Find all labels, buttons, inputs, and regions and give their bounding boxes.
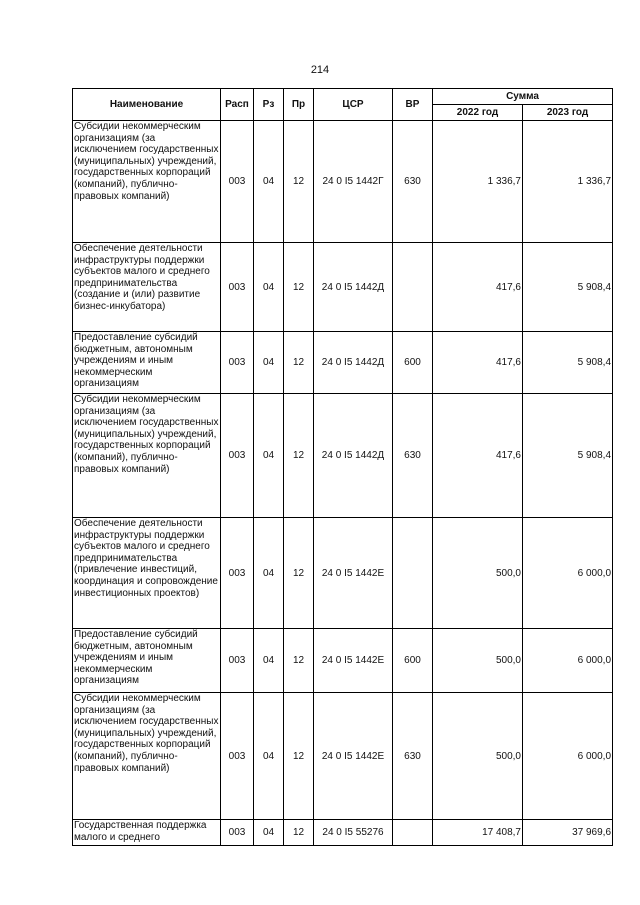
row-pr: 12	[284, 820, 314, 846]
row-vr	[393, 518, 433, 629]
row-name: Обеспечение деятельности инфраструктуры поддержки субъектов малого и среднего предпринимательства (привлечение инвестиций, координация и сопровождение инвестиционных проектов)	[73, 518, 221, 629]
table-row	[73, 629, 613, 693]
row-pr: 12	[284, 394, 314, 518]
row-sum-2022: 17 408,7	[433, 820, 523, 846]
row-csr: 24 0 I5 1442Д	[314, 394, 393, 518]
row-csr: 24 0 I5 1442Е	[314, 693, 393, 820]
header-pr: Пр	[284, 89, 314, 121]
row-vr: 600	[393, 332, 433, 394]
table-row	[73, 693, 613, 820]
row-pr: 12	[284, 121, 314, 243]
row-pr: 12	[284, 332, 314, 394]
row-pr: 12	[284, 693, 314, 820]
row-csr: 24 0 I5 1442Е	[314, 518, 393, 629]
table-row	[73, 820, 613, 846]
row-sum-2022: 1 336,7	[433, 121, 523, 243]
row-csr: 24 0 I5 55276	[314, 820, 393, 846]
row-csr: 24 0 I5 1442Е	[314, 629, 393, 693]
row-rasp: 003	[221, 820, 254, 846]
row-sum-2022: 417,6	[433, 243, 523, 332]
row-rz: 04	[254, 121, 284, 243]
row-sum-2023: 5 908,4	[523, 243, 613, 332]
row-rz: 04	[254, 693, 284, 820]
row-rasp: 003	[221, 332, 254, 394]
table-row	[73, 332, 613, 394]
row-csr: 24 0 I5 1442Д	[314, 332, 393, 394]
row-rasp: 003	[221, 121, 254, 243]
row-rasp: 003	[221, 394, 254, 518]
header-csr: ЦСР	[314, 89, 393, 121]
row-rasp: 003	[221, 629, 254, 693]
page-number: 214	[310, 64, 330, 76]
row-name: Обеспечение деятельности инфраструктуры поддержки субъектов малого и среднего предпринимательства (создание и (или) развитие бизнес-инкубатора)	[73, 243, 221, 332]
row-csr: 24 0 I5 1442Г	[314, 121, 393, 243]
row-sum-2022: 417,6	[433, 394, 523, 518]
header-rz: Рз	[254, 89, 284, 121]
budget-table	[72, 88, 613, 846]
row-sum-2023: 6 000,0	[523, 518, 613, 629]
row-rz: 04	[254, 518, 284, 629]
row-sum-2022: 500,0	[433, 518, 523, 629]
row-sum-2023: 5 908,4	[523, 332, 613, 394]
row-vr	[393, 820, 433, 846]
row-vr	[393, 243, 433, 332]
row-rasp: 003	[221, 693, 254, 820]
row-pr: 12	[284, 518, 314, 629]
row-sum-2023: 5 908,4	[523, 394, 613, 518]
row-rz: 04	[254, 332, 284, 394]
header-name: Наименование	[73, 89, 221, 121]
row-sum-2022: 500,0	[433, 629, 523, 693]
row-sum-2023: 1 336,7	[523, 121, 613, 243]
row-name: Государственная поддержка малого и среднего	[73, 820, 221, 846]
row-vr: 630	[393, 121, 433, 243]
table-row	[73, 243, 613, 332]
row-rz: 04	[254, 394, 284, 518]
row-pr: 12	[284, 243, 314, 332]
row-vr: 630	[393, 693, 433, 820]
row-rz: 04	[254, 820, 284, 846]
row-vr: 600	[393, 629, 433, 693]
row-sum-2022: 417,6	[433, 332, 523, 394]
row-name: Субсидии некоммерческим организациям (за исключением государственных (муниципальных) учреждений, государственных корпораций (компаний), публично-правовых компаний)	[73, 693, 221, 820]
row-name: Субсидии некоммерческим организациям (за исключением государственных (муниципальных) учреждений, государственных корпораций (компаний), публично-правовых компаний)	[73, 121, 221, 243]
row-rz: 04	[254, 243, 284, 332]
row-rasp: 003	[221, 518, 254, 629]
row-vr: 630	[393, 394, 433, 518]
table-row	[73, 394, 613, 518]
row-name: Предоставление субсидий бюджетным, автономным учреждениям и иным некоммерческим организациям	[73, 629, 221, 693]
row-sum-2022: 500,0	[433, 693, 523, 820]
header-vr: ВР	[393, 89, 433, 121]
header-year-2023: 2023 год	[523, 105, 613, 121]
table-row	[73, 518, 613, 629]
header-sum: Сумма	[433, 89, 613, 105]
row-csr: 24 0 I5 1442Д	[314, 243, 393, 332]
row-sum-2023: 6 000,0	[523, 693, 613, 820]
row-pr: 12	[284, 629, 314, 693]
row-sum-2023: 6 000,0	[523, 629, 613, 693]
header-year-2022: 2022 год	[433, 105, 523, 121]
row-rasp: 003	[221, 243, 254, 332]
row-rz: 04	[254, 629, 284, 693]
row-sum-2023: 37 969,6	[523, 820, 613, 846]
row-name: Предоставление субсидий бюджетным, автономным учреждениям и иным некоммерческим организациям	[73, 332, 221, 394]
header-rasp: Расп	[221, 89, 254, 121]
table-row	[73, 121, 613, 243]
row-name: Субсидии некоммерческим организациям (за исключением государственных (муниципальных) учреждений, государственных корпораций (компаний), публично-правовых компаний)	[73, 394, 221, 518]
